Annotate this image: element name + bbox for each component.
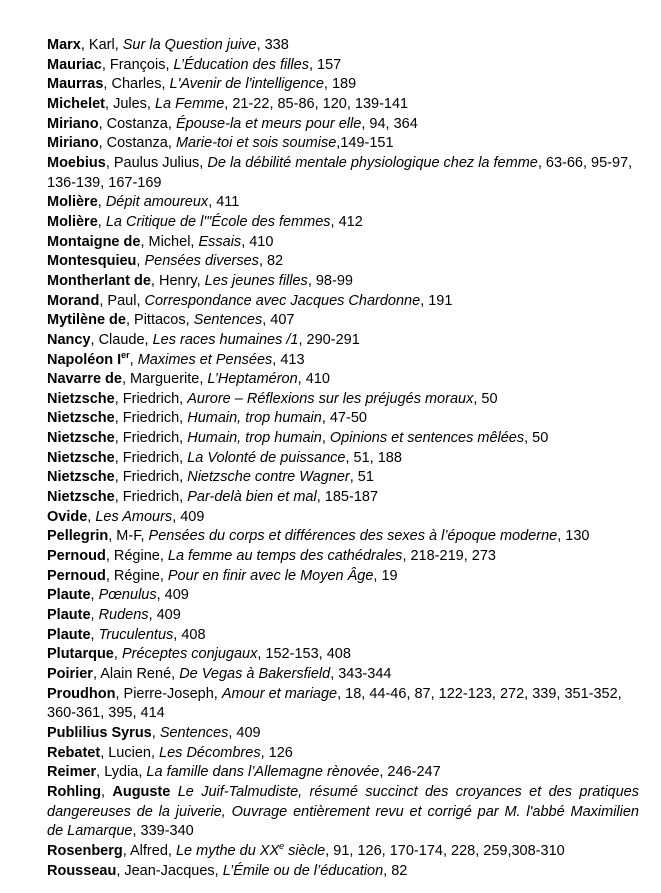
author-name: Nietzsche — [47, 430, 115, 447]
work-title: Dépit amoureux — [105, 194, 209, 211]
index-entry — [47, 645, 639, 665]
entry-line — [47, 508, 639, 528]
author-name: Miriano — [47, 115, 99, 132]
work-title: Opinions et sentences mêlées — [329, 430, 525, 447]
entry-line — [47, 331, 639, 351]
work-title: Amour et mariage — [221, 685, 338, 702]
work-title: Truculentus — [98, 626, 174, 643]
entry-text: , 407 — [262, 312, 295, 329]
author-name: Nietzsche — [47, 410, 115, 427]
entry-text: , Costanza, — [98, 135, 176, 152]
author-name: Plaute — [47, 607, 91, 624]
index-entry — [47, 862, 639, 882]
author-name: Montaigne de — [47, 233, 141, 250]
index-entry — [47, 331, 639, 351]
work-title: L’Heptaméron — [207, 371, 298, 388]
entry-text: , Alain René, — [92, 666, 180, 682]
entry-text: , 51, 188 — [345, 449, 402, 466]
work-title: Les Décombres — [159, 744, 261, 761]
work-title: Par-delà bien et mal — [187, 489, 317, 506]
entry-line — [47, 744, 639, 764]
author-name: Poirier — [47, 666, 93, 682]
author-name: Plaute — [47, 626, 91, 643]
index-entry — [47, 272, 639, 292]
index-entry — [47, 488, 639, 508]
work-title: Pensées diverses — [144, 253, 259, 270]
index-entry — [47, 292, 639, 312]
work-title: L'Avenir de l'intelligence — [169, 76, 324, 93]
author-name: Mauriac — [47, 56, 102, 73]
entry-line — [47, 429, 639, 449]
entry-text: , Marguerite, — [121, 371, 208, 388]
entry-line — [47, 527, 639, 547]
entry-text — [170, 784, 177, 800]
entry-line — [47, 803, 639, 823]
entry-text: , Jules, — [105, 95, 155, 112]
work-title: De la débilité mentale physiologique chez la femme — [207, 154, 538, 171]
entry-line — [47, 409, 639, 429]
work-title: Les jeunes filles — [204, 272, 308, 289]
entry-text: , 91, 126, 170-174, 228, 259,308-310 — [325, 842, 565, 859]
entry-text: , 409 — [148, 607, 181, 624]
index-entry — [47, 685, 639, 724]
index-entry — [47, 842, 639, 862]
author-name: Montherlant de — [47, 272, 151, 289]
entry-line — [47, 783, 639, 803]
index-entry — [47, 665, 639, 685]
author-name: Navarre de — [47, 371, 122, 388]
work-title: Préceptes conjugaux — [121, 646, 258, 663]
index-entry — [47, 370, 639, 390]
entry-text: , — [97, 213, 106, 230]
index-entry — [47, 351, 639, 371]
author-name: Rousseau — [47, 862, 117, 879]
entry-text: 360-361, 395, 414 — [47, 705, 165, 722]
author-name: Rosenberg — [47, 842, 123, 859]
entry-line — [47, 134, 639, 154]
work-title: Humain, trop humain — [187, 430, 322, 447]
entry-line — [47, 252, 639, 272]
author-name: Mytilène de — [47, 312, 126, 329]
index-entry — [47, 429, 639, 449]
work-title: Rudens — [98, 607, 149, 624]
index-entry — [47, 586, 639, 606]
entry-text: ,149-151 — [336, 135, 394, 152]
entry-text: , Lydia, — [96, 764, 147, 781]
entry-line — [47, 842, 639, 862]
entry-line — [47, 586, 639, 606]
entry-text: , Friedrich, — [114, 390, 188, 407]
entry-text: , 98-99 — [307, 272, 353, 289]
entry-line — [47, 468, 639, 488]
work-title: Marie-toi et sois soumise — [175, 135, 337, 152]
author-name: Molière — [47, 213, 98, 230]
index-entry — [47, 95, 639, 115]
entry-text: , François, — [101, 56, 174, 73]
author-name: Nancy — [47, 331, 91, 348]
entry-line — [47, 606, 639, 626]
entry-text: , 290-291 — [298, 331, 360, 348]
entry-line — [47, 213, 639, 233]
entry-line — [47, 370, 639, 390]
entry-text: , — [90, 626, 99, 643]
entry-line — [47, 390, 639, 410]
entry-text: , Pierre-Joseph, — [115, 685, 222, 702]
entry-text: , 94, 364 — [361, 115, 418, 132]
index-entry — [47, 567, 639, 587]
entry-text: , Jean-Jacques, — [116, 862, 223, 879]
entry-text: , 413 — [272, 351, 305, 368]
entry-text: , 246-247 — [379, 764, 441, 781]
entry-text: , Friedrich, — [114, 410, 188, 427]
work-title: Sentences — [193, 312, 263, 329]
work-title: Pœnulus — [98, 587, 157, 604]
entry-text: , 157 — [308, 56, 342, 73]
entry-text: , 50 — [524, 430, 549, 447]
entry-text: , 185-187 — [316, 489, 379, 506]
author-name: Maurras — [47, 76, 104, 93]
author-name: Plutarque — [47, 646, 114, 663]
entry-line — [47, 272, 639, 292]
entry-text: , 82 — [258, 253, 284, 270]
author-name: Ovide — [47, 508, 88, 525]
entry-text: , 50 — [473, 390, 498, 407]
entry-text: , — [100, 783, 113, 800]
author-name: Reimer — [47, 764, 97, 781]
index-entry — [47, 134, 639, 154]
entry-text: , 339-340 — [132, 823, 194, 840]
entry-text: , 51 — [349, 469, 374, 486]
index-entry — [47, 233, 639, 253]
entry-line — [47, 645, 639, 665]
entry-text: , 152-153, 408 — [257, 646, 351, 663]
entry-line — [47, 862, 639, 882]
work-title: Les Amours — [95, 508, 173, 525]
work-title: La Femme — [154, 95, 225, 112]
author-name: Nietzsche — [47, 469, 115, 486]
author-name: Proudhon — [47, 685, 116, 702]
entry-text: , — [90, 607, 99, 624]
author-name: Miriano — [47, 135, 99, 152]
entry-line — [47, 95, 639, 115]
entry-text: , — [321, 430, 330, 447]
entry-text: , Paul, — [99, 292, 145, 309]
entry-text: , 21-22, 85-86, 120, 139-141 — [224, 95, 409, 112]
work-title: La Critique de l'"École des femmes — [105, 213, 331, 230]
work-title: Épouse-la et meurs pour elle — [175, 115, 362, 132]
entry-line — [47, 115, 639, 135]
entry-text: , Pittacos, — [125, 312, 194, 329]
index-entry — [47, 252, 639, 272]
author-name: Rebatet — [47, 744, 101, 761]
entry-text: , 409 — [228, 724, 261, 741]
index-entry — [47, 763, 639, 783]
work-title: De Vegas à Bakersfield — [179, 666, 331, 682]
index-entry — [47, 744, 639, 764]
author-name: Plaute — [47, 587, 91, 604]
work-title: Sur la Question juive — [122, 37, 257, 53]
author-name: Publilius Syrus — [47, 724, 152, 741]
entry-text: , 410 — [297, 371, 330, 388]
superscript-text: er — [121, 349, 130, 360]
index-entry — [47, 606, 639, 626]
author-name: Moebius — [47, 154, 106, 171]
author-name: Marx — [47, 37, 81, 53]
entry-line — [47, 292, 639, 312]
work-title: La Volonté de puissance — [187, 449, 346, 466]
index-page — [47, 36, 639, 881]
entry-text: , 130 — [557, 528, 590, 545]
work-title: Correspondance avec Jacques Chardonne — [144, 292, 421, 309]
work-title: Pour en finir avec le Moyen Âge — [167, 567, 374, 584]
index-entry — [47, 213, 639, 233]
index-entry — [47, 449, 639, 469]
index-entry — [47, 547, 639, 567]
entry-text: , Henry, — [150, 272, 205, 289]
index-entry — [47, 783, 639, 842]
work-title: Nietzsche contre Wagner — [187, 469, 350, 486]
entry-text: , 191 — [420, 292, 453, 309]
entry-text: , Claude, — [90, 331, 153, 348]
index-entry — [47, 409, 639, 429]
work-title: siècle — [284, 842, 326, 859]
entry-text: , — [151, 724, 160, 741]
entry-text: , 409 — [172, 508, 205, 525]
entry-line — [47, 56, 639, 76]
author-name: Molière — [47, 194, 98, 211]
entry-line — [47, 763, 639, 783]
entry-text: , Charles, — [103, 76, 170, 93]
entry-line — [47, 233, 639, 253]
entry-text: , — [136, 253, 145, 270]
index-entry — [47, 56, 639, 76]
work-title: dangereuses de la juiverie, Ouvrage entièrement revu et corrigé par M. l'abbé Maximilien — [47, 803, 639, 820]
entry-text: , Alfred, — [122, 842, 176, 859]
author-name: Auguste — [112, 783, 171, 800]
entry-text: , 19 — [373, 567, 398, 584]
index-entry — [47, 626, 639, 646]
entry-text: , 218-219, 273 — [402, 548, 496, 565]
author-name: Pernoud — [47, 567, 106, 584]
author-name: Morand — [47, 292, 100, 309]
index-entry — [47, 468, 639, 488]
index-entry — [47, 115, 639, 135]
entry-text: , Friedrich, — [114, 430, 188, 447]
author-name: Nietzsche — [47, 449, 115, 466]
entry-text: , — [97, 194, 106, 211]
work-title: L’Éducation des filles — [173, 56, 309, 73]
entry-line — [47, 665, 639, 685]
entry-line — [47, 685, 639, 705]
entry-text: , — [87, 508, 96, 525]
entry-line — [47, 449, 639, 469]
entry-text: , — [129, 351, 138, 368]
entry-text: , Lucien, — [100, 744, 160, 761]
work-title: Les races humaines /1 — [152, 331, 299, 348]
entry-text: , 18, 44-46, 87, 122-123, 272, 339, 351-352, — [337, 685, 622, 702]
entry-text: , Friedrich, — [114, 489, 188, 506]
entry-text: , Karl, — [80, 37, 123, 53]
entry-text: , M-F, — [108, 528, 149, 545]
entry-line — [47, 193, 639, 213]
entry-text: , 63-66, 95-97, — [537, 154, 633, 171]
work-title: Pensées du corps et différences des sexes à l’époque moderne — [148, 528, 558, 545]
work-title: Maximes et Pensées — [137, 351, 273, 368]
index-entry — [47, 36, 639, 56]
work-title: de Lamarque — [47, 823, 133, 840]
entry-text: , 126 — [260, 744, 293, 761]
entry-text: , 408 — [173, 626, 206, 643]
entry-text: , 189 — [323, 76, 357, 93]
author-name: Rohling — [47, 783, 101, 800]
entry-text: , 82 — [383, 862, 408, 879]
entry-line — [47, 704, 639, 724]
work-title: Essais — [198, 233, 242, 250]
entry-line — [47, 488, 639, 508]
entry-text: , Régine, — [105, 548, 168, 565]
entry-line — [47, 174, 639, 194]
entry-text: , 411 — [208, 194, 240, 211]
work-title: Le Juif-Talmudiste, résumé succinct des croyances et des pratiques — [177, 783, 639, 800]
entry-text: , Costanza, — [98, 115, 176, 132]
entry-text: , 409 — [156, 587, 189, 604]
entry-text: , Michel, — [140, 233, 199, 250]
work-title: La femme au temps des cathédrales — [167, 548, 403, 565]
index-entry — [47, 724, 639, 744]
entry-line — [47, 547, 639, 567]
entry-text: , Friedrich, — [114, 469, 188, 486]
entry-text: , 412 — [330, 213, 363, 230]
work-title: La famille dans l’Allemagne rènovée — [146, 764, 380, 781]
index-entry — [47, 390, 639, 410]
entry-line — [47, 724, 639, 744]
author-name: Pellegrin — [47, 528, 109, 545]
entry-text: , Régine, — [105, 567, 168, 584]
entry-line — [47, 567, 639, 587]
author-name: Nietzsche — [47, 390, 115, 407]
entry-line — [47, 351, 639, 371]
author-name: Michelet — [47, 95, 106, 112]
index-entry — [47, 508, 639, 528]
entry-line — [47, 36, 639, 56]
work-title: Humain, trop humain — [187, 410, 322, 427]
work-title: Sentences — [159, 724, 229, 741]
author-name: Napoléon I — [47, 351, 122, 368]
author-name: Montesquieu — [47, 253, 137, 270]
entry-text: , 343-344 — [330, 666, 392, 682]
entry-text: , Paulus Julius, — [105, 154, 208, 171]
entry-line — [47, 822, 639, 842]
entry-text: , 338 — [256, 37, 289, 53]
entry-line — [47, 311, 639, 331]
entry-line — [47, 154, 639, 174]
index-entry — [47, 154, 639, 193]
index-entry — [47, 193, 639, 213]
work-title: L’Émile ou de l’éducation — [222, 862, 384, 879]
superscript-text: e — [279, 841, 285, 852]
author-name: Pernoud — [47, 548, 106, 565]
entry-line — [47, 626, 639, 646]
entry-text: 136-139, 167-169 — [47, 174, 162, 191]
index-entry — [47, 311, 639, 331]
work-title: Aurore – Réflexions sur les préjugés moraux — [187, 390, 474, 407]
entry-text: , 410 — [241, 233, 274, 250]
index-entry — [47, 527, 639, 547]
work-title: Le mythe du XX — [175, 842, 280, 859]
entry-text: , Friedrich, — [114, 449, 188, 466]
entry-text: , — [90, 587, 99, 604]
index-entry — [47, 75, 639, 95]
author-name: Nietzsche — [47, 489, 115, 506]
entry-text: , 47-50 — [321, 410, 367, 427]
entry-text: , — [113, 646, 122, 663]
entry-line — [47, 75, 639, 95]
